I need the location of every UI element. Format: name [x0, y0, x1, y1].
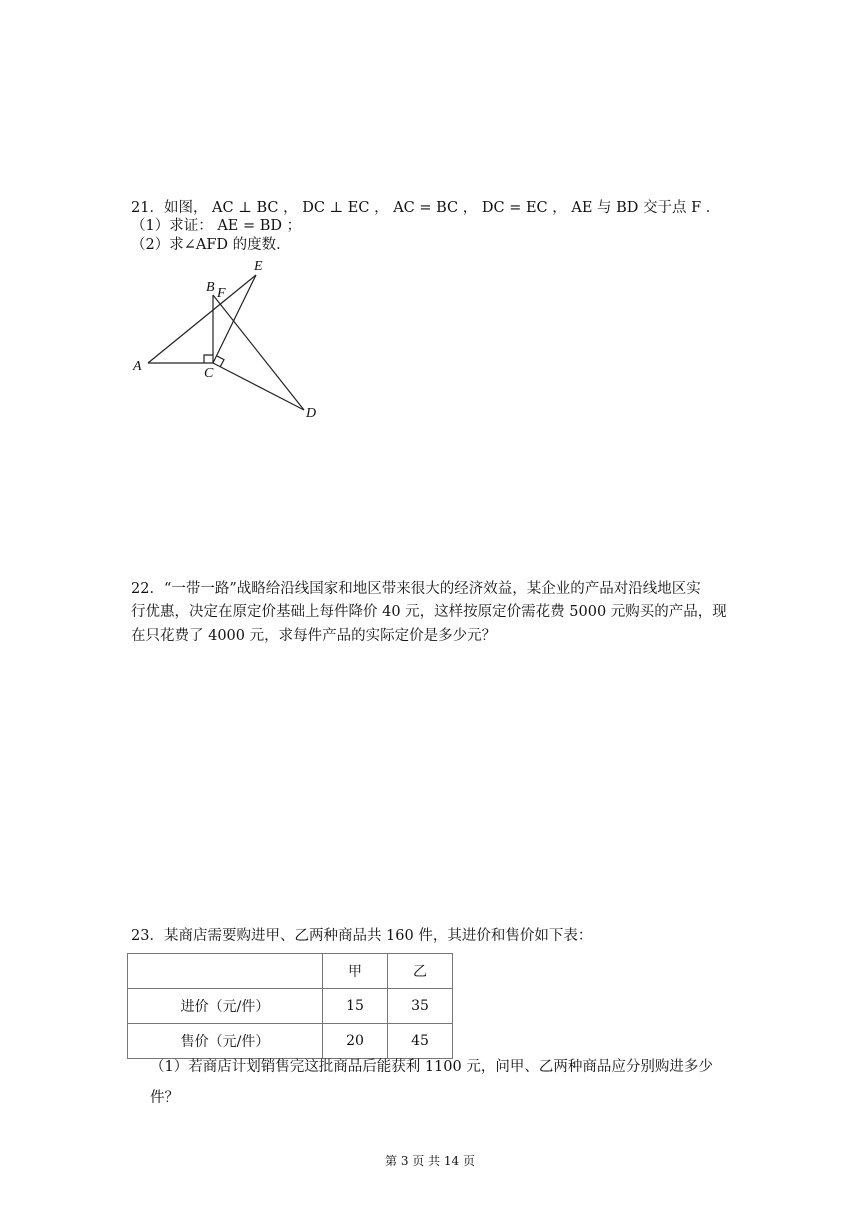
segment-BD — [213, 295, 304, 410]
q23-part1-line2: 件？ — [150, 1090, 179, 1106]
segment-CD — [213, 363, 304, 410]
label-F: F — [217, 286, 226, 301]
label-A: A — [133, 359, 142, 374]
table-cell: 35 — [388, 989, 453, 1024]
q23-stem: 23．某商店需要购进甲、乙两种商品共 160 件，其进价和售价如下表： — [131, 928, 593, 944]
table-cell: 乙 — [388, 954, 453, 989]
table-header-row — [128, 954, 453, 989]
table-row — [128, 989, 453, 1024]
label-D: D — [306, 406, 317, 421]
table-cell: 进价（元/件） — [128, 989, 323, 1024]
table-cell: 15 — [323, 989, 388, 1024]
q23-price-table — [127, 953, 453, 1059]
table-cell: 甲 — [323, 954, 388, 989]
q22-line2: 行优惠，决定在原定价基础上每件降价 40 元，这样按原定价需花费 5000 元购买的产品，现 — [131, 604, 727, 620]
q22-line1: 22．“一带一路”战略给沿线国家和地区带来很大的经济效益，某企业的产品对沿线地区实 — [131, 581, 701, 597]
table-cell — [128, 954, 323, 989]
q21-part2: （2）求∠AFD 的度数． — [131, 237, 291, 253]
segment-AE — [148, 275, 256, 363]
table-cell: 20 — [323, 1024, 388, 1059]
q21-stem: 21．如图， AC ⊥ BC ， DC ⊥ EC ， AC = BC ， DC = EC ， AE 与 BD 交于点 F ． — [131, 200, 721, 216]
q23-part1-line1: （1）若商店计划销售完这批商品后能获利 1100 元，问甲、乙两种商品应分别购进多少 — [150, 1059, 713, 1075]
q21-part1: （1）求证： AE = BD ； — [131, 218, 302, 234]
page-footer: 第 3 页 共 14 页 — [385, 1154, 475, 1168]
table-cell: 45 — [388, 1024, 453, 1059]
label-B: B — [206, 280, 215, 295]
label-C: C — [204, 366, 214, 381]
table-row — [128, 1024, 453, 1059]
right-angle-mark-ACB — [204, 355, 213, 363]
label-E: E — [254, 259, 263, 274]
table-cell: 售价（元/件） — [128, 1024, 323, 1059]
q21-geometry-figure — [128, 255, 338, 425]
q22-line3: 在只花费了 4000 元，求每件产品的实际定价是多少元？ — [131, 628, 497, 644]
